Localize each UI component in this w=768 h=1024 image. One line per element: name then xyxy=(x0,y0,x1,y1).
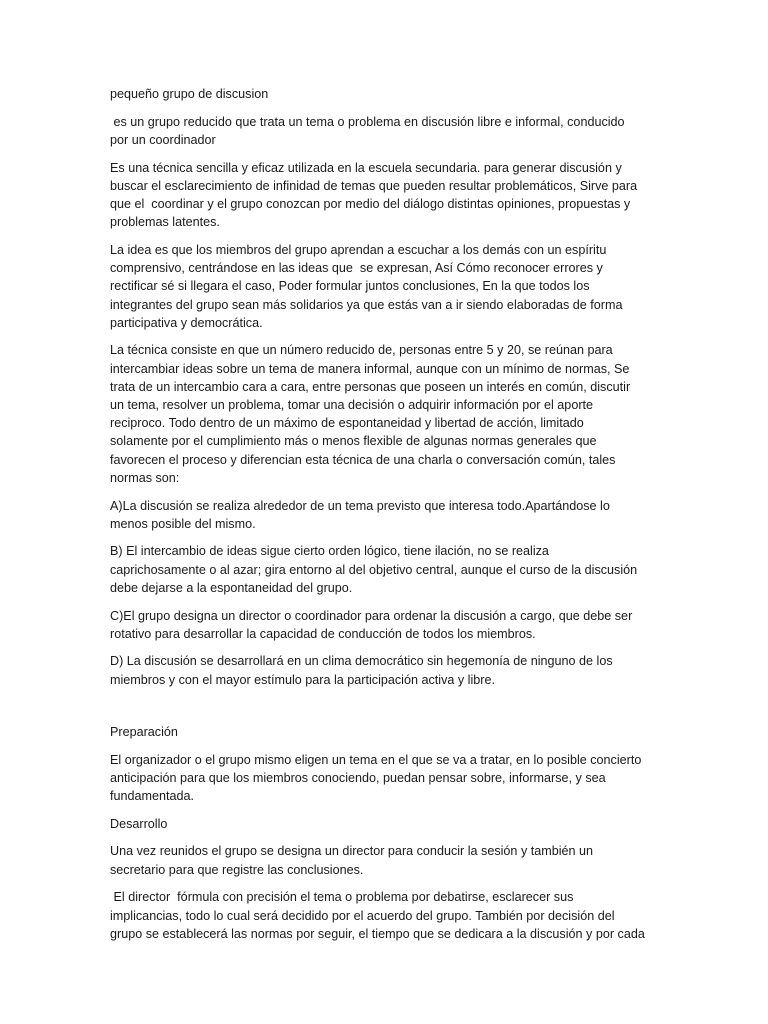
definition-paragraph xyxy=(110,113,670,149)
norm-d-paragraph xyxy=(110,652,670,688)
text-line: El organizador o el grupo mismo eligen un tema en el que se va a tratar, en lo posible concierto xyxy=(110,752,642,767)
text-line: intercambiar ideas sobre un tema de manera informal, aunque con un mínimo de normas, Se xyxy=(110,361,630,376)
text-line: rotativo para desarrollar la capacidad de conducción de todos los miembros. xyxy=(110,626,536,641)
text-line: buscar el esclarecimiento de infinidad de temas que pueden resultar problemáticos, Sirve para xyxy=(110,178,638,193)
technique-consists-paragraph xyxy=(110,341,670,487)
norm-a-paragraph xyxy=(110,497,670,533)
norm-b-paragraph xyxy=(110,542,670,597)
text-line: A)La discusión se realiza alrededor de un tema previsto que interesa todo.Apartándose lo xyxy=(110,498,610,513)
text-line: por un coordinador xyxy=(110,132,216,147)
desarrollo-paragraph xyxy=(110,842,670,878)
director-paragraph xyxy=(110,888,670,943)
text-line: Una vez reunidos el grupo se designa un director para conducir la sesión y también un xyxy=(110,844,594,859)
text-line: fundamentada. xyxy=(110,789,195,803)
text-line: favorecen el proceso y diferencian esta técnica de una charla o conversación común, tales xyxy=(110,452,616,467)
text-line: Es una técnica sencilla y eficaz utilizada en la escuela secundaria. para generar discusión y xyxy=(110,160,622,175)
text-line: miembros y con el mayor estímulo para la participación activa y libre. xyxy=(110,672,495,687)
text-line: trata de un intercambio cara a cara, entre personas que poseen un interés en común, discutir xyxy=(110,379,631,394)
text-line: D) La discusión se desarrollará en un clima democrático sin hegemonía de ninguno de los xyxy=(110,654,613,669)
text-line: implicancias, todo lo cual será decidido por el acuerdo del grupo. También por decisión del xyxy=(110,908,615,923)
text-line: La técnica consiste en que un número reducido de, personas entre 5 y 20, se reúnan para xyxy=(110,343,613,358)
text-line: El director fórmula con precisión el tema o problema por debatirse, esclarecer sus xyxy=(110,890,574,905)
document-body xyxy=(110,85,670,952)
text-line: Desarrollo xyxy=(110,816,168,831)
text-line: debe dejarse a la espontaneidad del grupo. xyxy=(110,580,353,595)
text-line: rectificar sé si llegara el caso, Poder formular juntos conclusiones, En la que todos los xyxy=(110,279,590,294)
text-line: caprichosamente o al azar; gira entorno al del objetivo central, aunque el curso de la discusión xyxy=(110,562,638,577)
text-line: solamente por el cumplimiento más o menos flexible de algunas normas generales que xyxy=(110,434,597,449)
text-line: normas son: xyxy=(110,470,180,485)
text-line: B) El intercambio de ideas sigue cierto orden lógico, tiene ilación, no se realiza xyxy=(110,544,549,559)
text-line: problemas latentes. xyxy=(110,215,220,230)
text-line: La idea es que los miembros del grupo aprendan a escuchar a los demás con un espíritu xyxy=(110,242,607,257)
text-line: participativa y democrática. xyxy=(110,315,263,330)
desarrollo-heading xyxy=(110,815,670,833)
text-line: Preparación xyxy=(110,724,178,739)
preparacion-heading xyxy=(110,723,670,741)
text-line: C)El grupo designa un director o coordinador para ordenar la discusión a cargo, que debe ser xyxy=(110,608,633,623)
text-line: integrantes del grupo sean más solidarios ya que estás van a ir siendo elaboradas de forma xyxy=(110,297,623,312)
text-line: grupo se establecerá las normas por seguir, el tiempo que se dedicara a la discusión y por cada xyxy=(110,926,645,941)
preparacion-paragraph xyxy=(110,751,670,806)
text-line: pequeño grupo de discusion xyxy=(110,87,269,101)
text-line: reciproco. Todo dentro de un máximo de espontaneidad y libertad de acción, limitado xyxy=(110,416,584,431)
doc-title xyxy=(110,85,670,103)
text-line: un tema, resolver un problema, tomar una decisión o adquirir información por el aporte xyxy=(110,398,594,413)
text-line: es un grupo reducido que trata un tema o problema en discusión libre e informal, conducido xyxy=(110,114,625,129)
idea-paragraph xyxy=(110,241,670,332)
text-line: menos posible del mismo. xyxy=(110,516,256,531)
text-line: que el coordinar y el grupo conozcan por medio del diálogo distintas opiniones, propuestas y xyxy=(110,197,631,212)
text-line: anticipación para que los miembros conociendo, puedan pensar sobre, informarse, y sea xyxy=(110,770,606,785)
technique-description-paragraph xyxy=(110,159,670,232)
text-line: comprensivo, centrándose en las ideas que se expresan, Así Cómo reconocer errores y xyxy=(110,261,603,276)
norm-c-paragraph xyxy=(110,607,670,643)
text-line: secretario para que registre las conclusiones. xyxy=(110,862,364,877)
